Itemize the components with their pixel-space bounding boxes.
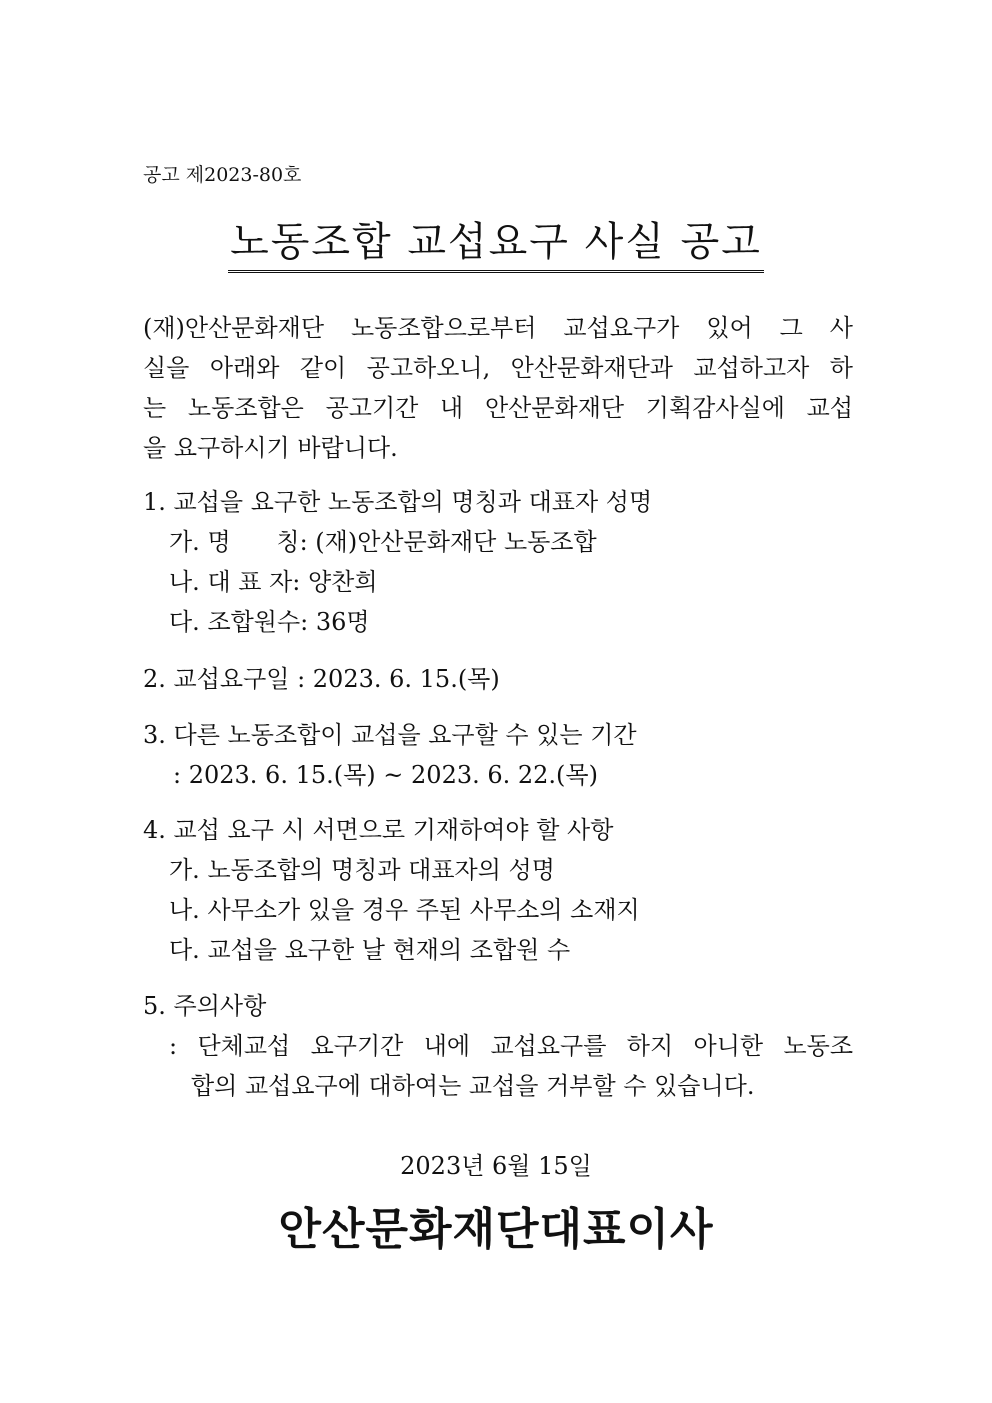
section-item: 나. 사무소가 있을 경우 주된 사무소의 소재지 xyxy=(169,896,640,924)
section-heading: 3. 다른 노동조합이 교섭을 요구할 수 있는 기간 xyxy=(143,721,637,749)
signer-name: 안산문화재단대표이사 xyxy=(278,1204,714,1255)
section-item: 다. 교섭을 요구한 날 현재의 조합원 수 xyxy=(169,936,571,964)
caution-line: 합의 교섭요구에 대하여는 교섭을 거부할 수 있습니다. xyxy=(191,1072,755,1100)
period-text: : 2023. 6. 15.(목) ~ 2023. 6. 22.(목) xyxy=(173,761,598,789)
section-item: 가. 명 칭: (재)안산문화재단 노동조합 xyxy=(169,528,597,556)
section-item: 가. 노동조합의 명칭과 대표자의 성명 xyxy=(169,856,555,884)
caution-note xyxy=(143,1026,859,1106)
section-heading: 1. 교섭을 요구한 노동조합의 명칭과 대표자 성명 xyxy=(143,488,653,516)
section-union-info xyxy=(143,482,863,642)
notice-date: 2023년 6월 15일 xyxy=(400,1152,592,1180)
intro-paragraph xyxy=(143,308,853,468)
intro-line: 는 노동조합은 공고기간 내 안산문화재단 기획감사실에 교섭 xyxy=(143,394,853,422)
section-item: 나. 대 표 자: 양찬희 xyxy=(169,568,378,596)
section-heading: 2. 교섭요구일 : 2023. 6. 15.(목) xyxy=(143,665,500,693)
intro-line: 을 요구하시기 바랍니다. xyxy=(143,434,398,462)
intro-line: 실을 아래와 같이 공고하오니, 안산문화재단과 교섭하고자 하 xyxy=(143,354,853,382)
page-title xyxy=(0,216,992,273)
section-request-date xyxy=(143,659,863,699)
section-required-items xyxy=(143,810,863,970)
notice-number: 공고 제2023-80호 xyxy=(143,164,302,186)
intro-line: (재)안산문화재단 노동조합으로부터 교섭요구가 있어 그 사 xyxy=(143,314,853,342)
section-heading: 5. 주의사항 xyxy=(143,992,267,1020)
section-caution xyxy=(143,986,863,1106)
section-item: 다. 조합원수: 36명 xyxy=(169,608,370,636)
title-text: 노동조합 교섭요구 사실 공고 xyxy=(228,216,764,273)
section-heading: 4. 교섭 요구 시 서면으로 기재하여야 할 사항 xyxy=(143,816,614,844)
section-request-period xyxy=(143,715,863,795)
caution-line: : 단체교섭 요구기간 내에 교섭요구를 하지 아니한 노동조 xyxy=(169,1032,853,1060)
